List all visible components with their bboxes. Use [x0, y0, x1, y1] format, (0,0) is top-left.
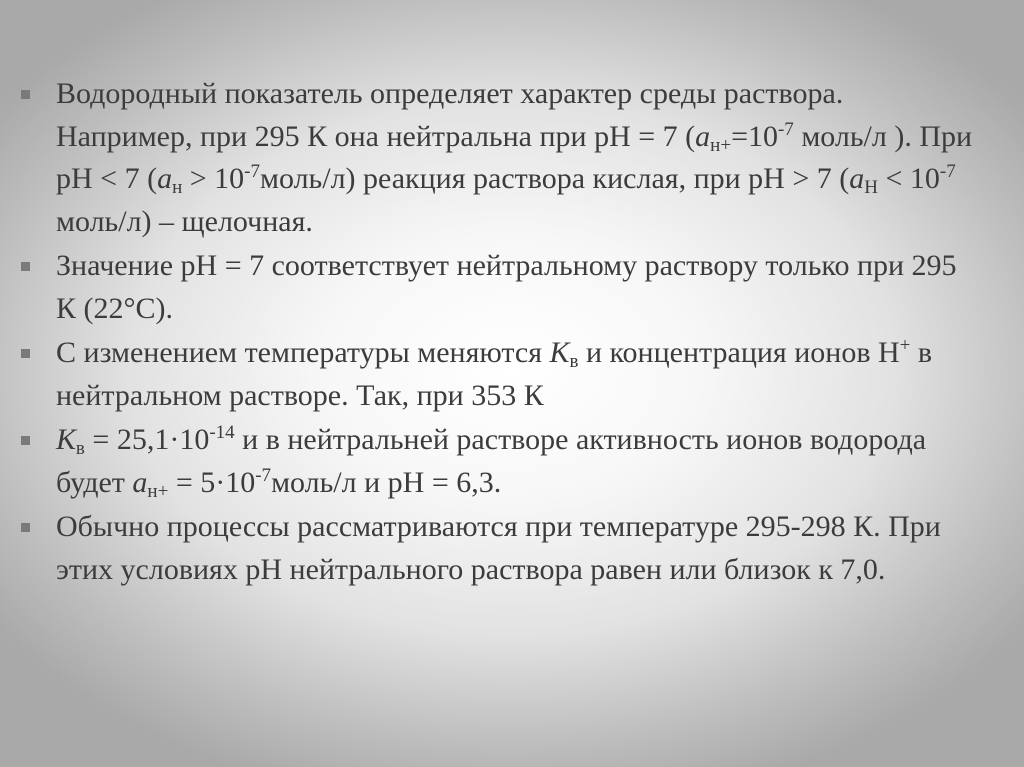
- bullet-text: [56, 336, 932, 412]
- subscript: в: [569, 351, 579, 372]
- text-run: моль/л) – щелочная.: [56, 204, 313, 238]
- subscript: н+: [147, 480, 169, 502]
- italic-symbol: a: [849, 162, 865, 195]
- bullet-square-icon: [21, 90, 30, 99]
- text-run: Водородный показатель определяет характер среды раствора. Например, при 295 К она нейтральна при рН = 7 (: [56, 77, 844, 153]
- bullet-list: [16, 73, 981, 593]
- text-run: =10: [731, 119, 778, 153]
- bullet-item-neutral-ph: [16, 245, 981, 330]
- bullet-text: [56, 510, 941, 586]
- superscript: -7: [255, 464, 272, 486]
- bullet-square-icon: [21, 523, 30, 532]
- subscript: Н: [864, 177, 878, 198]
- text-run: и в нейтральней растворе активность ионов водорода будет: [56, 423, 927, 499]
- bullet-text: [56, 77, 972, 238]
- bullet-item-kw-value: [16, 419, 981, 504]
- italic-symbol: a: [157, 162, 173, 195]
- italic-symbol: a: [132, 465, 148, 499]
- bullet-square-icon: [21, 349, 30, 358]
- superscript: -7: [244, 161, 260, 182]
- subscript: н: [172, 177, 183, 198]
- bullet-text: [56, 249, 957, 325]
- bullet-item-usual-conditions: [16, 506, 981, 591]
- text-run: = 25,1·10: [84, 423, 210, 456]
- text-run: С изменением температуры меняются: [56, 336, 550, 369]
- italic-symbol: К: [56, 423, 76, 456]
- superscript: -7: [939, 161, 956, 182]
- superscript: -14: [209, 422, 235, 443]
- italic-symbol: a: [695, 119, 711, 153]
- text-run: Значение рН = 7 соответствует нейтральному раствору только при 295 К (22°С).: [56, 249, 957, 325]
- text-run: моль/л и рН = 6,3.: [271, 465, 502, 499]
- text-run: = 5·10: [168, 465, 256, 499]
- bullet-text: [56, 422, 927, 502]
- superscript: +: [899, 335, 911, 356]
- text-run: моль/л) реакция раствора кислая, при рН > 7 (: [260, 162, 850, 195]
- subscript: в: [75, 438, 85, 459]
- bullet-square-icon: [21, 262, 30, 271]
- subscript: н+: [710, 134, 732, 156]
- bullet-item-temperature: [16, 332, 981, 417]
- text-run: Обычно процессы рассматриваются при температуре 295-298 К. При этих условиях рН нейтрального раствора равен или близок к 7,0.: [56, 510, 941, 586]
- text-run: и концентрация ионов Н: [578, 336, 900, 369]
- text-run: < 10: [877, 162, 940, 195]
- text-run: моль/л ). При рН < 7 (: [56, 119, 973, 195]
- text-run: > 10: [182, 162, 245, 195]
- superscript: -7: [777, 118, 794, 140]
- italic-symbol: К: [549, 336, 570, 369]
- bullet-square-icon: [21, 436, 30, 445]
- bullet-item-ph-definition: [16, 73, 981, 243]
- text-run: в нейтральном растворе. Так, при 353 К: [56, 336, 933, 412]
